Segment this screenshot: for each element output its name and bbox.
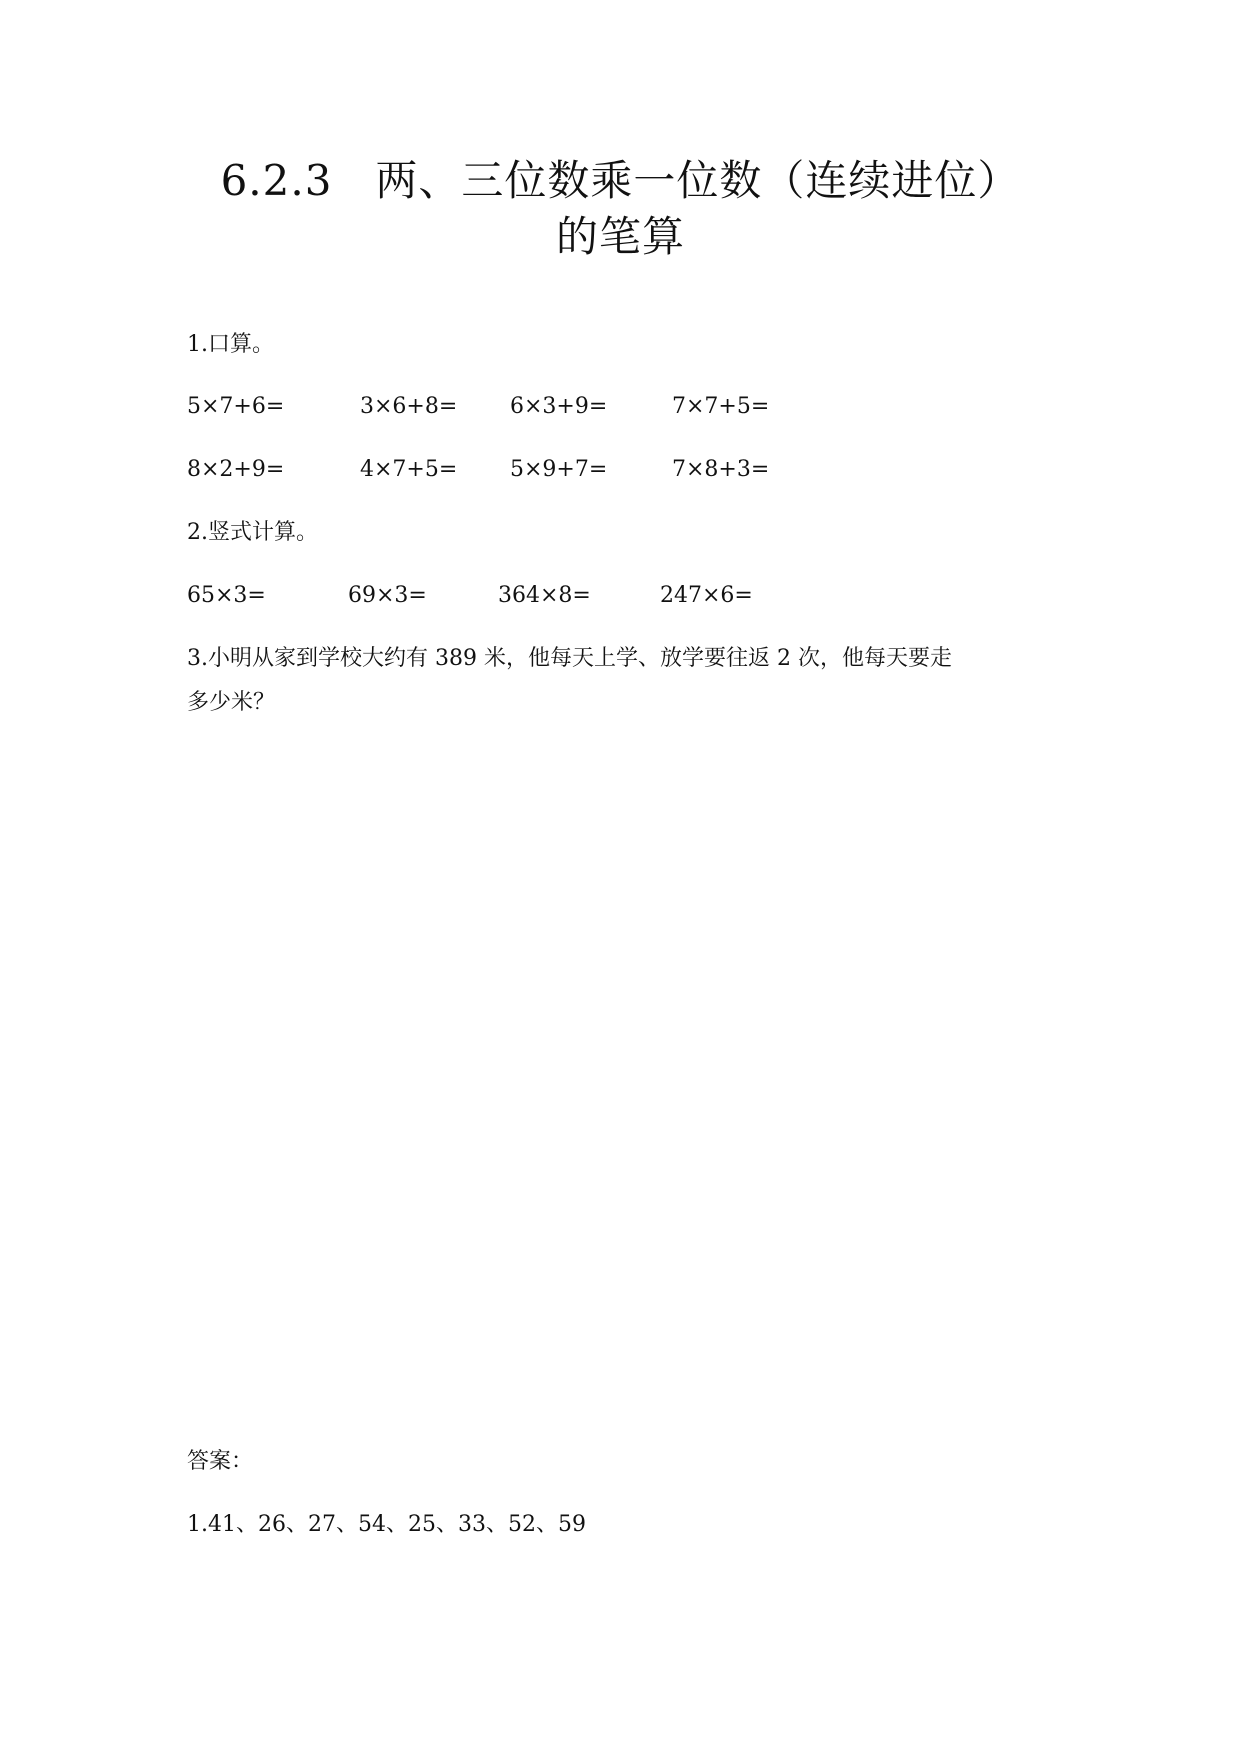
document-title-line-1: 6.2.3 两、三位数乘一位数（连续进位） bbox=[220, 156, 1021, 205]
q2-heading: 2.竖式计算。 bbox=[187, 520, 318, 545]
q2-item: 364×8= bbox=[498, 583, 591, 608]
q1-row1-item: 5×7+6= bbox=[187, 394, 285, 419]
q1-row1-item: 6×3+9= bbox=[510, 394, 608, 419]
q1-row1-item: 3×6+8= bbox=[360, 394, 458, 419]
q1-row2-item: 4×7+5= bbox=[360, 457, 458, 482]
q1-heading: 1.口算。 bbox=[187, 332, 274, 357]
q2-item: 69×3= bbox=[348, 583, 427, 608]
q1-row2-item: 8×2+9= bbox=[187, 457, 285, 482]
q1-row2-item: 5×9+7= bbox=[510, 457, 608, 482]
answer-1: 1.41、26、27、54、25、33、52、59 bbox=[187, 1512, 586, 1537]
q2-item: 247×6= bbox=[660, 583, 753, 608]
q2-item: 65×3= bbox=[187, 583, 266, 608]
q1-row2-item: 7×8+3= bbox=[672, 457, 770, 482]
document-title-line-2: 的笔算 bbox=[555, 212, 685, 261]
q1-row1-item: 7×7+5= bbox=[672, 394, 770, 419]
q3-text-line-2: 多少米？ bbox=[187, 690, 276, 715]
answers-heading: 答案： bbox=[187, 1449, 254, 1474]
q3-text-line-1: 3.小明从家到学校大约有 389 米，他每天上学、放学要往返 2 次，他每天要走 bbox=[187, 646, 952, 671]
